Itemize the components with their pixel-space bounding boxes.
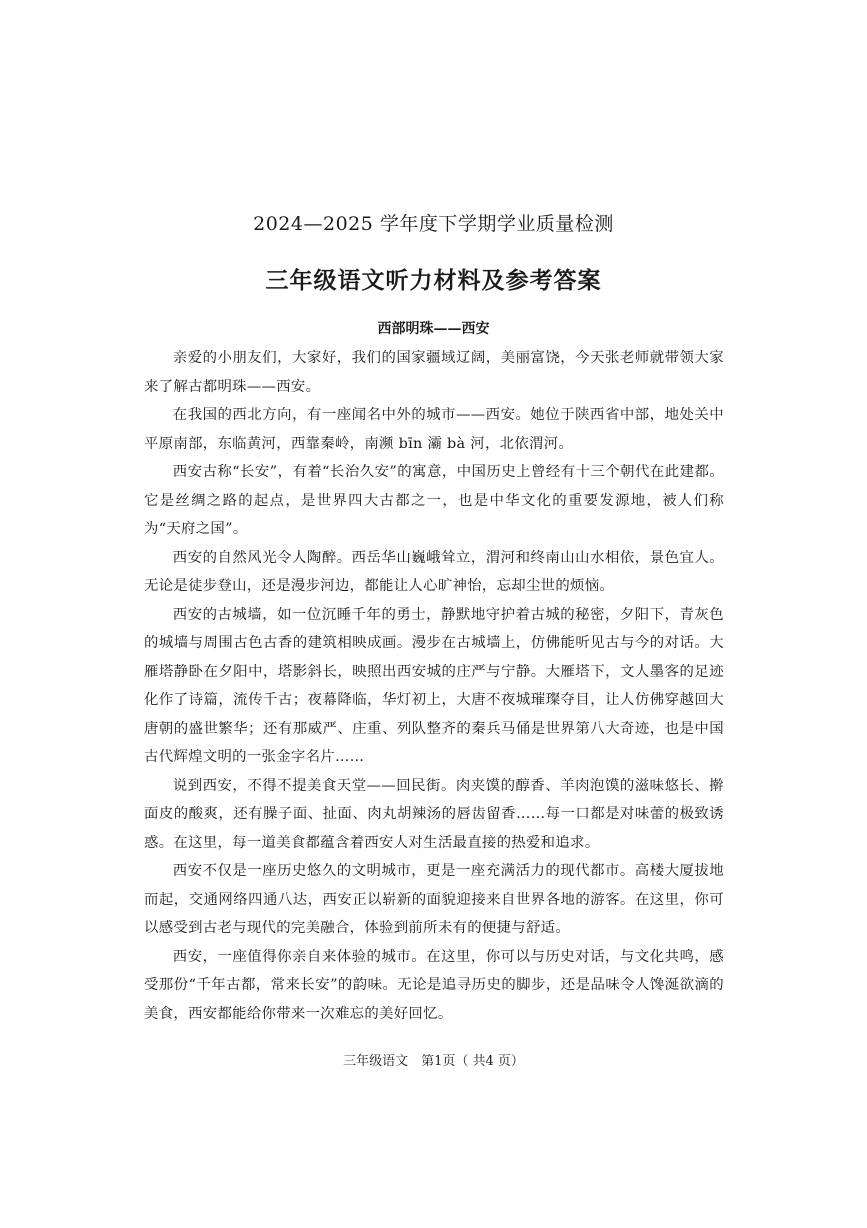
paragraph-3: 西安古称“长安”，有着“长治久安”的寓意，中国历史上曾经有十三个朝代在此建都。它是丝绸之路的起点，是世界四大古都之一，也是中华文化的重要发源地，被人们称为“天府之国”。	[144, 464, 724, 537]
paragraph-5: 西安的古城墙，如一位沉睡千年的勇士，静默地守护着古城的秘密，夕阳下，青灰色的城墙与周围古色古香的建筑相映成画。漫步在古城墙上，仿佛能听见古与今的对话。大雁塔静卧在夕阳中，塔影斜长，映照出西安城的庄严与宁静。大雁塔下，文人墨客的足迹化作了诗篇，流传千古；夜幕降临，华灯初上，大唐不夜城璀璨夺目，让人仿佛穿越回大唐朝的盛世繁华；还有那威严、庄重、列队整齐的秦兵马俑是世界第八大奇迹，也是中国古代辉煌文明的一张金字名片……	[144, 606, 724, 765]
paragraph-6: 说到西安，不得不提美食天堂——回民街。肉夹馍的醇香、羊肉泡馍的滋味悠长、擀面皮的酸爽，还有臊子面、扯面、肉丸胡辣汤的唇齿留香……每一口都是对味蕾的极致诱惑。在这里，每一道美食都蕴含着西安人对生活最直接的热爱和追求。	[144, 777, 724, 851]
paragraph-2: 在我国的西北方向，有一座闻名中外的城市——西安。她位于陕西省中部，地处关中平原南部，东临黄河，西靠秦岭，南濒 bīn 灞 bà 河，北依渭河。	[144, 407, 724, 452]
paragraph-8: 西安，一座值得你亲自来体验的城市。在这里，你可以与历史对话，与文化共鸣，感受那份“千年古都，常来长安”的韵味。无论是追寻历史的脚步，还是品味令人馋涎欲滴的美食，西安都能给你带来一次难忘的美好回忆。	[144, 948, 724, 1022]
document-title: 三年级语文听力材料及参考答案	[265, 267, 602, 294]
paragraph-4: 西安的自然风光令人陶醉。西岳华山巍峨耸立，渭河和终南山山水相依，景色宜人。无论是徒步登山，还是漫步河边，都能让人心旷神怡，忘却尘世的烦恼。	[144, 549, 724, 594]
paragraph-1: 亲爱的小朋友们，大家好，我们的国家疆域辽阔，美丽富饶，今天张老师就带领大家来了解古都明珠——西安。	[144, 350, 724, 395]
page-footer: 三年级语文 第1页（ 共4 页）	[343, 1054, 524, 1069]
article-body	[144, 344, 724, 1028]
section-title: 西部明珠——西安	[377, 321, 490, 337]
exam-title: 2024—2025 学年度下学期学业质量检测	[253, 213, 614, 235]
paragraph-7: 西安不仅是一座历史悠久的文明城市，更是一座充满活力的现代都市。高楼大厦拔地而起，交通网络四通八达，西安正以崭新的面貌迎接来自世界各地的游客。在这里，你可以感受到古老与现代的完美融合，体验到前所未有的便捷与舒适。	[144, 863, 724, 936]
